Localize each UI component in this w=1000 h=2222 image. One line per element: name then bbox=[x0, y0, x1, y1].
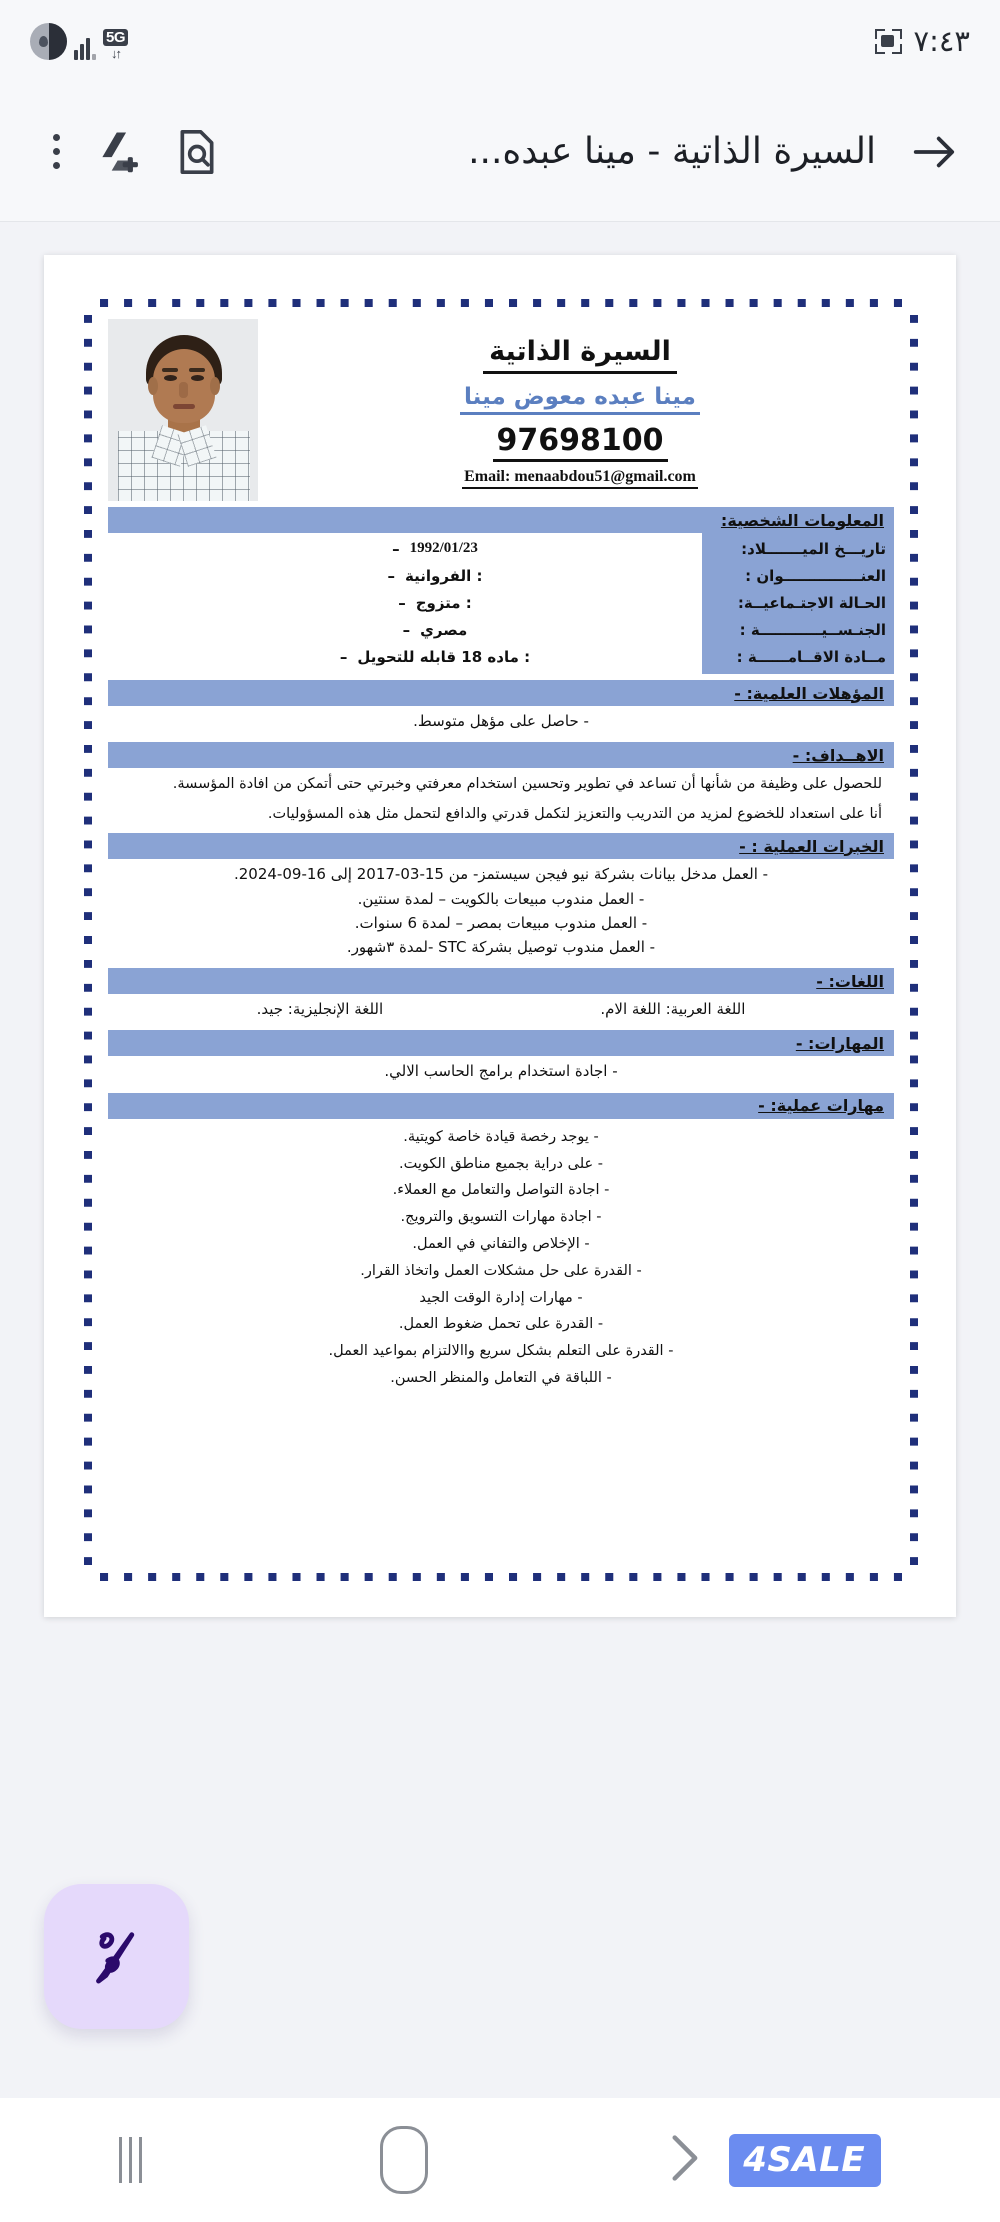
practical-skill-item: - اجادة مهارات التسويق والترويج. bbox=[400, 1209, 602, 1226]
section-header-languages bbox=[108, 968, 894, 994]
education-item: - حاصل على مؤهل متوسط. bbox=[413, 712, 589, 730]
dash-marker: – bbox=[387, 566, 396, 585]
practical-skill-item: - القدرة على حل مشكلات العمل واتخاذ القرار. bbox=[360, 1262, 642, 1279]
home-button[interactable] bbox=[380, 2126, 428, 2194]
personal-info-label: الحـالة الاجتـماعيــة: bbox=[737, 593, 886, 612]
practical-skills-items bbox=[108, 1119, 894, 1400]
cv-main-title: السيرة الذاتية bbox=[483, 335, 677, 374]
personal-info-value: : الفروانية bbox=[405, 566, 483, 585]
search-document-icon[interactable] bbox=[166, 121, 228, 183]
objective-paragraphs bbox=[108, 768, 894, 827]
personal-info-value: : ماده 18 قابله للتحويل bbox=[357, 647, 531, 666]
status-bar-left bbox=[30, 23, 128, 60]
network-type-label: 5G bbox=[103, 29, 128, 46]
personal-info-labels bbox=[702, 533, 894, 674]
document-page bbox=[44, 255, 956, 1617]
cv-decorative-frame bbox=[84, 299, 918, 1581]
app-brand-badge: 4SALE bbox=[729, 2134, 881, 2187]
document-title: السيرة الذاتية - مينا عبده... bbox=[468, 131, 876, 172]
document-viewport[interactable] bbox=[0, 223, 1000, 1850]
personal-info-value: مصري bbox=[420, 620, 468, 639]
practical-skill-item: - القدرة على تحمل ضغوط العمل. bbox=[398, 1316, 604, 1333]
back-arrow-icon[interactable] bbox=[902, 121, 964, 183]
skill-item: - اجادة استخدام برامج الحاسب الالي. bbox=[384, 1062, 618, 1081]
section-header-personal bbox=[108, 507, 894, 533]
recents-button[interactable] bbox=[119, 2137, 142, 2183]
section-title: الاهــداف: - bbox=[792, 745, 884, 765]
section-header-experience bbox=[108, 833, 894, 859]
skills-items bbox=[108, 1056, 894, 1086]
languages-items bbox=[108, 994, 894, 1024]
dash-marker: – bbox=[339, 647, 348, 666]
profile-photo bbox=[108, 319, 258, 501]
cv-header-texts bbox=[258, 319, 894, 489]
section-title: اللغات: - bbox=[816, 971, 884, 991]
cv-person-name: مينا عبده معوض مينا bbox=[460, 384, 700, 415]
signal-bars-icon bbox=[74, 34, 96, 60]
education-items bbox=[108, 706, 894, 736]
practical-skill-item: - الإخلاص والتفاني في العمل. bbox=[412, 1235, 590, 1252]
practical-skill-item: - اجادة التواصل والتعامل مع العملاء. bbox=[392, 1182, 610, 1199]
personal-info-values bbox=[108, 533, 702, 674]
personal-info-label: مــادة الاقــامــــــة : bbox=[736, 647, 886, 666]
experience-item: - العمل مدخل بيانات بشركة نيو فيجن سيستمز- من 15-03-2017 إلى 16-09-2024. bbox=[233, 865, 769, 884]
personal-info-value-row bbox=[108, 643, 702, 670]
experience-item: - العمل مندوب توصيل بشركة STC -لمدة ٣شهور. bbox=[346, 938, 656, 957]
system-navigation-bar bbox=[0, 2098, 1000, 2222]
dash-marker: – bbox=[402, 620, 411, 639]
data-arrows-icon: ↓↑ bbox=[111, 45, 120, 61]
language-item: اللغة العربية: اللغة الام. bbox=[600, 1000, 746, 1019]
practical-skill-item: - على دراية بجميع مناطق الكويت. bbox=[398, 1155, 603, 1172]
practical-skill-item: - مهارات إدارة الوقت الجيد bbox=[419, 1289, 583, 1306]
personal-info-label: الجنـســيــــــــــــة : bbox=[739, 620, 886, 639]
personal-info-label: العنـــــــــــــــوان : bbox=[745, 566, 886, 585]
language-item: اللغة الإنجليزية: جيد. bbox=[256, 1000, 384, 1019]
dash-marker: – bbox=[392, 539, 400, 558]
objective-paragraph: للحصول على وظيفة من شأنها أن تساعد في تطوير وتحسين استخدام معرفتي وخبرتي حتى أتمكن من افادة المؤسسة. bbox=[172, 776, 882, 793]
experience-items bbox=[108, 859, 894, 962]
personal-info-value-row bbox=[108, 589, 702, 616]
section-title: مهارات عملية: - bbox=[758, 1096, 884, 1116]
experience-item: - العمل مندوب مبيعات بالكويت – لمدة سنتين. bbox=[357, 889, 645, 908]
section-header-practical-skills bbox=[108, 1093, 894, 1119]
section-title: الخبرات العملية : - bbox=[739, 836, 884, 856]
save-to-drive-icon[interactable] bbox=[90, 121, 152, 183]
personal-info-value: 1992/01/23 bbox=[409, 540, 478, 556]
back-button[interactable] bbox=[665, 2132, 703, 2189]
cv-header bbox=[108, 319, 894, 501]
experience-item: - العمل مندوب مبيعات بمصر – لمدة 6 سنوات. bbox=[354, 913, 648, 932]
personal-info-value: : متزوج bbox=[415, 593, 472, 612]
status-bar bbox=[0, 0, 1000, 82]
section-title: المعلومات الشخصية: bbox=[720, 510, 884, 530]
edit-signature-icon bbox=[80, 1920, 154, 1994]
5g-network-icon bbox=[103, 29, 128, 60]
personal-info-table bbox=[108, 533, 894, 674]
dash-marker: – bbox=[398, 593, 406, 612]
app-toolbar bbox=[0, 82, 1000, 222]
cv-phone-number: 97698100 bbox=[493, 423, 668, 462]
objective-paragraph: أنا على استعداد للخضوع لمزيد من التدريب والتعزيز لتكمل قدرتي والدافع لتحمل مثل هذه المسؤوليات. bbox=[267, 805, 882, 822]
personal-info-value-row bbox=[108, 562, 702, 589]
status-bar-clock: ٧:٤٣ bbox=[913, 24, 970, 58]
section-header-objective bbox=[108, 742, 894, 768]
section-header-skills bbox=[108, 1030, 894, 1056]
practical-skill-item: - اللباقة في التعامل والمنظر الحسن. bbox=[390, 1370, 612, 1387]
more-options-icon[interactable] bbox=[36, 134, 76, 169]
practical-skill-item: - القدرة على التعلم بشكل سريع واالالتزام بمواعيد العمل. bbox=[328, 1343, 674, 1360]
screenshot-icon bbox=[875, 29, 902, 54]
section-title: المؤهلات العلمية: - bbox=[734, 683, 884, 703]
personal-info-value-row bbox=[108, 535, 702, 562]
do-not-disturb-icon bbox=[30, 23, 67, 60]
section-title: المهارات: - bbox=[795, 1033, 884, 1053]
personal-info-value-row bbox=[108, 616, 702, 643]
personal-info-label: تاريـــخ الميـــــــلاد: bbox=[741, 539, 886, 558]
practical-skill-item: - يوجد رخصة قيادة خاصة كويتية. bbox=[403, 1128, 599, 1145]
navbar-right-group bbox=[665, 2132, 881, 2189]
edit-fab-button[interactable] bbox=[44, 1884, 189, 2029]
status-bar-right bbox=[875, 24, 971, 58]
section-header-education bbox=[108, 680, 894, 706]
cv-email: Email: menaabdou51@gmail.com bbox=[462, 468, 698, 489]
